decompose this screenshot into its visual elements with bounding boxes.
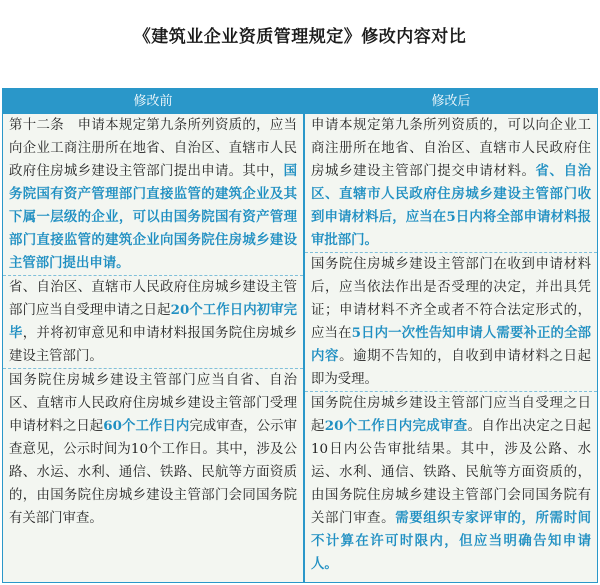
- after-p3-text: 国务院住房城乡建设主管部门应当自受理之日起: [311, 396, 591, 434]
- before-paragraph-1: [9, 114, 297, 275]
- after-p2-text: 国务院住房城乡建设主管部门在收到申请材料后，应当依法作出是否受理的决定，并出具凭证；申请材料不齐全或者不符合法定形式的，应当在: [311, 257, 591, 341]
- after-paragraph-2: [311, 253, 591, 391]
- before-paragraph-2: [9, 276, 297, 368]
- page-title: 《建筑业企业资质管理规定》修改内容对比: [133, 27, 467, 47]
- after-paragraph-3: [311, 392, 591, 576]
- after-p1-highlight: 省、自治区、直辖市人民政府住房城乡建设主管部门收到申请材料后，应当在5日内将全部申请材料报审批部门。: [311, 163, 592, 248]
- column-after: [305, 114, 597, 582]
- before-p2-text: 省、自治区、直辖市人民政府住房城乡建设主管部门应当自受理申请之日起: [9, 280, 297, 318]
- after-p3-text-end: 。自作出决定之日起10日内公告审批结果。其中，涉及公路、水运、水利、通信、铁路、民航等方面资质的，由国务院住房城乡建设主管部门会同国务院有关部门审查。: [311, 419, 592, 526]
- before-p3-text: 国务院住房城乡建设主管部门应当自省、自治区、直辖市人民政府住房城乡建设主管部门受理申请材料之日起: [9, 373, 297, 434]
- before-p3-highlight: 60个工作日内: [103, 418, 190, 434]
- before-cell-1: [3, 114, 303, 275]
- before-cell-3: [3, 368, 303, 530]
- before-p2-text-end: ，并将初审意见和申请材料报国务院住房城乡建设主管部门。: [9, 326, 298, 364]
- before-p2-highlight: 20个工作日内初审完毕: [9, 302, 298, 341]
- header-before: 修改前: [3, 89, 303, 114]
- after-p3-highlight-end: 需要组织专家评审的，所需时间不计算在许可时限内，但应当明确告知申请人。: [311, 510, 592, 572]
- after-paragraph-1: [311, 114, 591, 252]
- before-cell-2: [3, 275, 303, 368]
- header-after: 修改后: [305, 89, 597, 114]
- column-before: [3, 114, 303, 582]
- after-cell-2: [305, 252, 597, 391]
- before-p3-text-end: 完成审查，公示审查意见，公示时间为10个工作日。其中，涉及公路、水运、水利、通信、铁路、民航等方面资质的，由国务院住房城乡建设主管部门会同国务院有关部门审查。: [9, 419, 298, 526]
- before-paragraph-3: [9, 369, 297, 530]
- after-p1-text: 申请本规定第九条所列资质的，可以向企业工商注册所在地省、自治区、直辖市人民政府住房城乡建设主管部门提交申请材料。: [311, 118, 591, 179]
- before-p1-highlight: 国务院国有资产管理部门直接监管的建筑企业及其下属一层级的企业，可以由国务院国有资产管理部门直接监管的建筑企业向国务院住房城乡建设主管部门提出申请。: [9, 163, 297, 271]
- after-p2-highlight: 5日内一次性告知申请人需要补正的全部内容: [311, 325, 591, 364]
- before-p1-text: 第十二条 申请本规定第九条所列资质的，应当向企业工商注册所在地省、自治区、直辖市人民政府住房城乡建设主管部门提出申请。其中，: [9, 118, 297, 179]
- after-p2-text-end: 。逾期不告知的，自收到申请材料之日起即为受理。: [311, 349, 592, 387]
- after-p3-highlight: 20个工作日内完成审查: [324, 418, 468, 434]
- after-cell-3: [305, 391, 597, 576]
- comparison-table: [2, 88, 598, 583]
- after-cell-1: [305, 114, 597, 252]
